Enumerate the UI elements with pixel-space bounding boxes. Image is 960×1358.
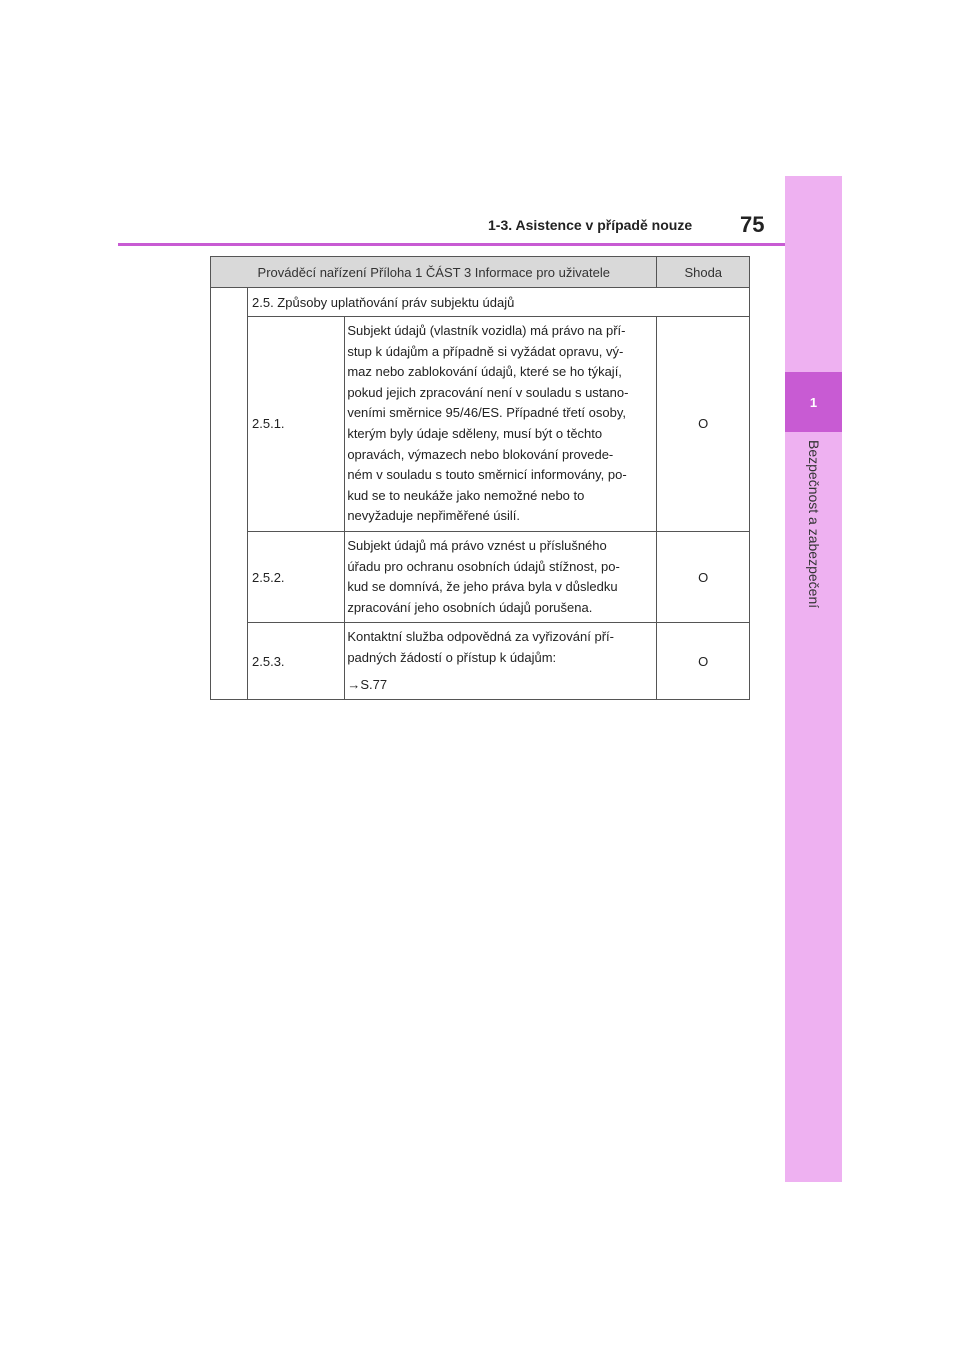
text-line: veními směrnice 95/46/ES. Případné třetí osoby, [347, 405, 626, 421]
text-line: kud se domnívá, že jeho práva byla v důsledku [347, 579, 618, 595]
row-text [345, 531, 657, 622]
chapter-label: Bezpečnost a zabezpečení [806, 440, 822, 609]
row-number: 2.5.2. [248, 531, 345, 622]
indent-cell [211, 288, 248, 700]
row-text [345, 317, 657, 532]
header-divider [118, 243, 785, 246]
regulation-table [210, 256, 750, 700]
text-line: padných žádostí o přístup k údajům: [347, 649, 557, 665]
row-text [345, 623, 657, 700]
text-line: kud se to neukáže jako nemožné nebo to [347, 487, 585, 503]
text-line: Kontaktní služba odpovědná za vyřizování pří- [347, 629, 614, 645]
row-compliance: O [657, 623, 750, 700]
text-line: zpracování jeho osobních údajů porušena. [347, 599, 593, 615]
section-row [211, 288, 750, 317]
text-line: Subjekt údajů má právo vznést u příslušného [347, 537, 607, 553]
text-line: nevyžaduje nepřiměřené úsilí. [347, 508, 521, 524]
text-line: ném v souladu s touto směrnicí informovány, po- [347, 467, 627, 483]
text-line: opravách, výmazech nebo blokování provede- [347, 446, 614, 462]
row-compliance: O [657, 317, 750, 532]
chapter-side-tab [785, 176, 842, 1182]
page-reference: →S.77 [347, 676, 388, 692]
table-row [211, 531, 750, 622]
page-number: 75 [740, 212, 765, 237]
chapter-number: 1 [785, 372, 842, 432]
section-heading: 2.5. Způsoby uplatňování práv subjektu údajů [248, 288, 750, 317]
table-row [211, 623, 750, 700]
text-line: kterým byly údaje sděleny, musí být o těchto [347, 425, 603, 441]
text-line: stup k údajům a případně si vyžádat opravu, vý- [347, 343, 624, 359]
text-line: maz nebo zablokování údajů, které se ho týkají, [347, 364, 622, 380]
section-title: 1-3. Asistence v případě nouze [488, 217, 693, 233]
row-number: 2.5.3. [248, 623, 345, 700]
table-row [211, 317, 750, 532]
text-line: Subjekt údajů (vlastník vozidla) má právo na pří- [347, 323, 626, 338]
row-number: 2.5.1. [248, 317, 345, 532]
text-line: pokud jejich zpracování není v souladu s ustano- [347, 384, 629, 400]
table-header-row [211, 257, 750, 288]
text-line: úřadu pro ochranu osobních údajů stížnost, po- [347, 558, 620, 574]
header-compliance: Shoda [657, 257, 750, 288]
row-compliance: O [657, 531, 750, 622]
header-info: Prováděcí nařízení Příloha 1 ČÁST 3 Informace pro uživatele [211, 257, 657, 288]
